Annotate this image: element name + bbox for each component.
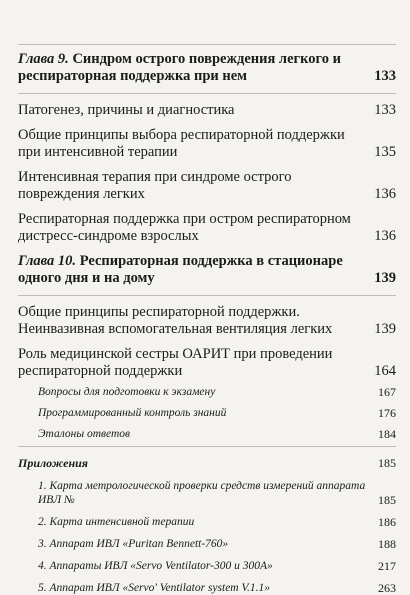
toc-entry [18, 102, 396, 119]
appendix-entry [38, 581, 396, 595]
top-rule [18, 44, 396, 45]
toc-entry [18, 304, 396, 338]
subsection-entry [38, 385, 396, 399]
toc-entry-title: Общие принципы респираторной поддержки. Неинвазивная вспомогательная вентиляция легких [18, 304, 333, 337]
appendix-page: 186 [378, 515, 396, 529]
chapter-10-title: Респираторная поддержка в стационаре одного дня и на дому [18, 253, 343, 286]
appendix-entry [38, 515, 396, 529]
toc-entry-title: Респираторная поддержка при остром респираторном дистресс-синдроме взрослых [18, 211, 351, 244]
appendix-entry [38, 479, 396, 507]
appendix-title: 1. Карта метрологической проверки средств измерений аппарата ИВЛ № [38, 480, 366, 506]
subsection-entry [38, 406, 396, 420]
subsection-title: Вопросы для подготовки к экзамену [38, 386, 216, 398]
appendices-rule [18, 446, 396, 447]
appendix-title: 5. Аппарат ИВЛ «Servo' Ventilator system V.1.1» [38, 582, 271, 594]
toc-entry-title: Общие принципы выбора респираторной поддержки при интенсивной терапии [18, 127, 345, 160]
appendices-heading [18, 455, 396, 472]
appendix-entry [38, 537, 396, 551]
subsection-entry [38, 427, 396, 441]
toc-entry [18, 169, 396, 203]
toc-entry-page: 136 [374, 186, 396, 202]
appendix-page: 263 [378, 581, 396, 595]
toc-entry [18, 346, 396, 380]
toc-entry-title: Патогенез, причины и диагностика [18, 102, 235, 118]
chapter-10-page: 139 [374, 270, 396, 286]
appendix-title: 2. Карта интенсивной терапии [38, 516, 195, 528]
subsection-page: 184 [378, 427, 396, 441]
chapter-10-rule [18, 295, 396, 296]
toc-entry-page: 136 [374, 228, 396, 244]
chapter-9-page: 133 [374, 68, 396, 84]
toc-entry-title: Интенсивная терапия при синдроме острого повреждения легких [18, 169, 292, 202]
appendices-page: 185 [378, 456, 396, 470]
appendix-title: 4. Аппараты ИВЛ «Servo Ventilator-300 и 300А» [38, 560, 273, 572]
appendices-label: Приложения [18, 456, 88, 470]
subsection-title: Эталоны ответов [38, 428, 131, 440]
appendix-page: 188 [378, 537, 396, 551]
toc-entry-page: 135 [374, 144, 396, 160]
appendix-entry [38, 559, 396, 573]
toc-entry-title: Роль медицинской сестры ОАРИТ при проведении респираторной поддержки [18, 346, 333, 379]
chapter-10-label: Глава 10. [18, 253, 77, 269]
toc-entry-page: 133 [374, 102, 396, 118]
subsection-page: 176 [378, 406, 396, 420]
subsection-title: Программированный контроль знаний [38, 407, 227, 419]
chapter-9-heading [18, 51, 396, 85]
chapter-10-heading [18, 253, 396, 287]
toc-entry-page: 164 [374, 363, 396, 379]
toc-entry [18, 127, 396, 161]
subsection-page: 167 [378, 385, 396, 399]
chapter-9-title: Синдром острого повреждения легкого и респираторная поддержка при нем [18, 51, 341, 84]
toc-entry [18, 211, 396, 245]
appendix-page: 217 [378, 559, 396, 573]
chapter-9-label: Глава 9. [18, 51, 69, 67]
toc-entry-page: 139 [374, 321, 396, 337]
appendix-page: 185 [378, 493, 396, 507]
appendix-title: 3. Аппарат ИВЛ «Puritan Bennett-760» [38, 538, 229, 550]
chapter-9-rule [18, 93, 396, 94]
